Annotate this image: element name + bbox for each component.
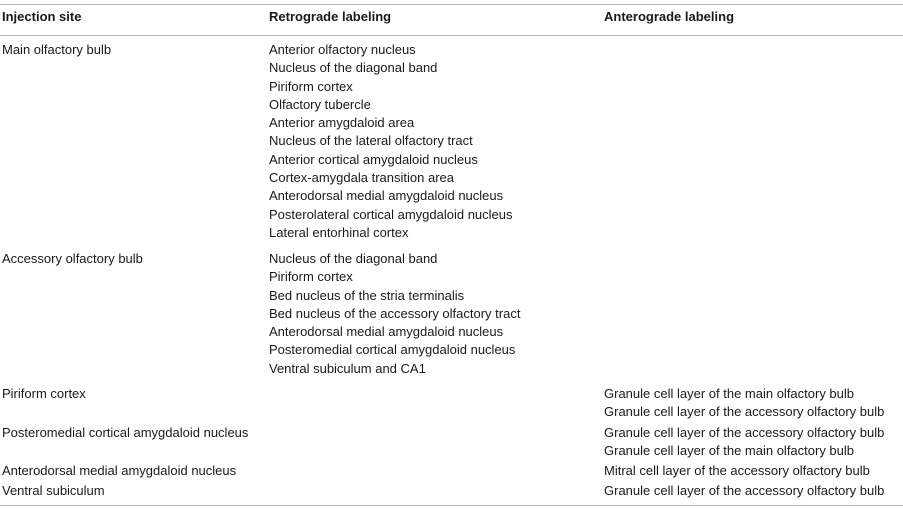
list-item: Anterodorsal medial amygdaloid nucleus — [269, 188, 504, 204]
row-site: Piriform cortex — [2, 386, 86, 401]
row-site: Accessory olfactory bulb — [2, 251, 143, 266]
list-item: Nucleus of the lateral olfactory tract — [269, 133, 473, 149]
retrograde-list — [269, 41, 513, 242]
header-injection-site: Injection site — [2, 9, 82, 24]
anterograde-list — [604, 424, 884, 461]
table-bottom-rule — [0, 505, 903, 506]
list-item: Nucleus of the diagonal band — [269, 251, 438, 266]
list-item: Bed nucleus of the accessory olfactory tract — [269, 305, 521, 321]
list-item: Anterior olfactory nucleus — [269, 42, 416, 57]
table-top-rule — [0, 4, 903, 5]
anterograde-list — [604, 385, 884, 422]
anterograde-list — [604, 462, 870, 480]
row-site: Posteromedial cortical amygdaloid nucleus — [2, 425, 249, 440]
list-item: Olfactory tubercle — [269, 96, 371, 112]
list-item: Posteromedial cortical amygdaloid nucleus — [269, 342, 516, 358]
list-item: Anterior cortical amygdaloid nucleus — [269, 151, 478, 167]
list-item: Granule cell layer of the accessory olfactory bulb — [604, 483, 885, 498]
list-item: Nucleus of the diagonal band — [269, 60, 438, 76]
list-item: Piriform cortex — [269, 269, 353, 285]
row-site: Main olfactory bulb — [2, 42, 112, 57]
list-item: Lateral entorhinal cortex — [269, 224, 409, 240]
retrograde-list — [269, 250, 520, 378]
row-site: Ventral subiculum — [2, 483, 105, 498]
list-item: Piriform cortex — [269, 78, 353, 94]
list-item: Granule cell layer of the accessory olfactory bulb — [604, 425, 885, 440]
list-item: Mitral cell layer of the accessory olfactory bulb — [604, 463, 870, 478]
list-item: Cortex-amygdala transition area — [269, 170, 454, 186]
list-item: Ventral subiculum and CA1 — [269, 360, 426, 376]
list-item: Granule cell layer of the accessory olfactory bulb — [604, 404, 885, 420]
anterograde-list — [604, 482, 884, 500]
header-rule — [0, 35, 903, 36]
list-item: Granule cell layer of the main olfactory bulb — [604, 443, 855, 459]
header-retrograde: Retrograde labeling — [269, 9, 392, 24]
list-item: Anterodorsal medial amygdaloid nucleus — [269, 324, 504, 340]
list-item: Bed nucleus of the stria terminalis — [269, 287, 465, 303]
list-item: Anterior amygdaloid area — [269, 115, 415, 131]
list-item: Posterolateral cortical amygdaloid nucleus — [269, 206, 513, 222]
list-item: Granule cell layer of the main olfactory bulb — [604, 386, 855, 401]
row-site: Anterodorsal medial amygdaloid nucleus — [2, 463, 237, 478]
header-anterograde: Anterograde labeling — [604, 9, 735, 24]
